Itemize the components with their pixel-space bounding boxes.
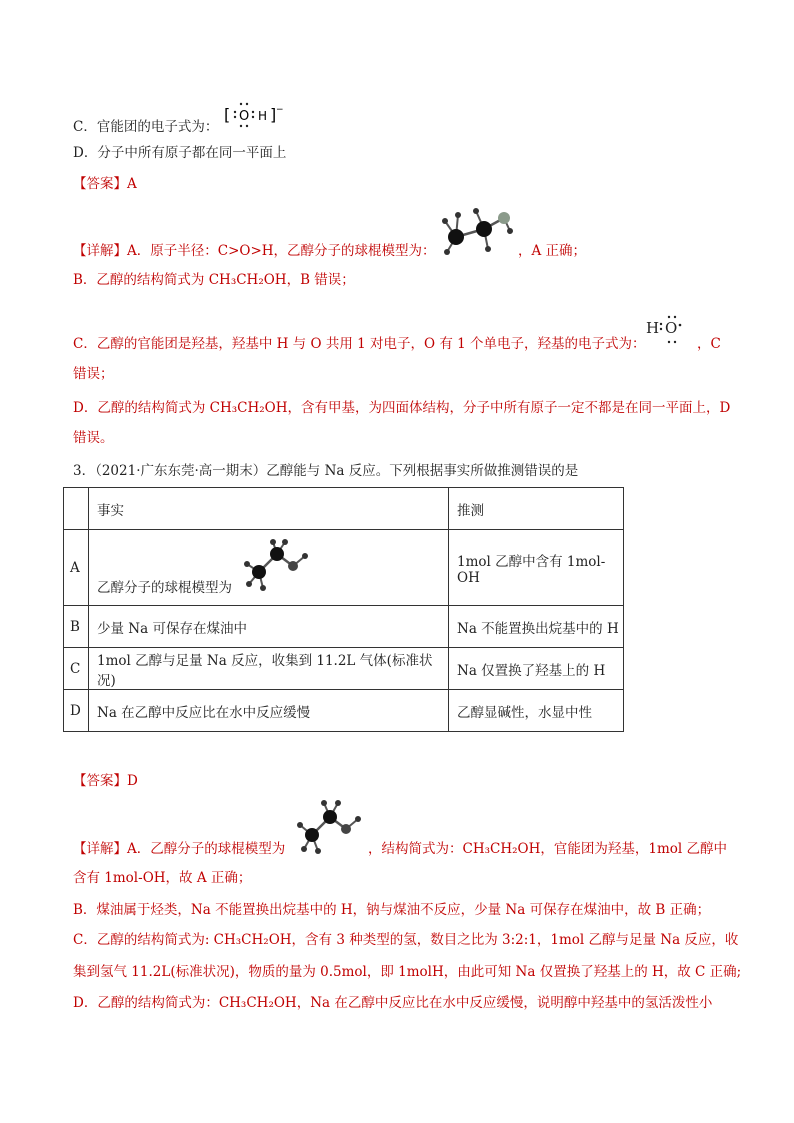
row-fact-cell — [89, 530, 449, 606]
answer-2 — [73, 771, 138, 791]
row-fact: 少量 Na 可保存在煤油中 — [89, 606, 449, 648]
detail1-a-suffix: ，A 正确； — [518, 243, 587, 259]
row-guess: 乙醇显碱性，水显中性 — [449, 690, 624, 732]
ethanol-ball-stick-model-1 — [440, 205, 516, 261]
ethanol-ball-stick-model-2 — [239, 534, 315, 594]
svg-text:]: ] — [270, 105, 277, 124]
detail1-c: C．乙醇的官能团是羟基，羟基中 H 与 O 共用 1 对电子，O 有 1 个单电子，羟基的电子式为： — [73, 336, 646, 352]
row-fact: 1mol 乙醇与足量 Na 反应，收集到 11.2L 气体(标准状况) — [89, 648, 449, 690]
detail2-c-cont: 集到氢气 11.2L(标准状况)，物质的量为 0.5mol，即 1molH，由此可知 Na 仅置换了羟基上的 H，故 C 正确; — [73, 964, 742, 980]
detail1-c-cont: 错误； — [73, 366, 114, 382]
header-index-cell — [64, 488, 89, 530]
table-row — [64, 690, 624, 732]
detail1-d-cont: 错误。 — [73, 430, 114, 446]
question-3: 3．（2021·广东东莞·高一期末）乙醇能与 Na 反应。下列根据事实所做推测错误的是 — [73, 463, 579, 479]
row-guess: Na 仅置换了羟基上的 H — [449, 648, 624, 690]
detail1-b: B．乙醇的结构简式为 CH₃CH₂OH，B 错误； — [73, 272, 355, 288]
hydroxyl-electron-formula — [644, 311, 694, 351]
detail-label: 【详解】 — [73, 243, 127, 259]
answer-1 — [73, 174, 137, 194]
option-c-text: C．官能团的电子式为： — [73, 119, 219, 135]
row-index: C — [64, 648, 89, 690]
table-row — [64, 606, 624, 648]
answer-value: D — [127, 773, 138, 789]
row-guess: Na 不能置换出烷基中的 H — [449, 606, 624, 648]
table-row — [64, 530, 624, 606]
detail2-a-suffix: ，结构简式为：CH₃CH₂OH，官能团为羟基，1mol 乙醇中 — [368, 841, 727, 857]
row-index: D — [64, 690, 89, 732]
svg-text:[: [ — [224, 105, 231, 124]
detail2-a-text: A．乙醇分子的球棍模型为 — [127, 841, 286, 857]
option-d: D．分子中所有原子都在同一平面上 — [73, 145, 287, 161]
answer-label: 【答案】 — [73, 176, 127, 192]
detail1-d: D．乙醇的结构简式为 CH₃CH₂OH，含有甲基，为四面体结构，分子中所有原子一定不都是在同一平面上，D — [73, 400, 731, 416]
detail1-a-text: A．原子半径：C>O>H，乙醇分子的球棍模型为： — [127, 243, 436, 259]
row-fact: Na 在乙醇中反应比在水中反应缓慢 — [89, 690, 449, 732]
answer-label: 【答案】 — [73, 773, 127, 789]
option-c — [73, 117, 218, 137]
table-row — [64, 648, 624, 690]
answer-value: A — [127, 176, 137, 192]
svg-text:−: − — [276, 105, 284, 115]
svg-text:O: O — [665, 319, 678, 337]
hydroxide-electron-formula — [222, 100, 300, 134]
detail1-c-suffix: ，C — [697, 336, 721, 352]
ethanol-ball-stick-model-3 — [294, 797, 364, 857]
svg-text:H: H — [258, 109, 268, 123]
svg-text:H: H — [646, 319, 660, 337]
header-guess: 推测 — [449, 488, 624, 530]
detail2-a — [73, 839, 285, 859]
row-index: A — [64, 530, 89, 606]
table-header-row — [64, 488, 624, 530]
detail2-d: D．乙醇的结构简式为：CH₃CH₂OH，Na 在乙醇中反应比在水中反应缓慢，说明醇中羟基中的氢活泼性小 — [73, 995, 713, 1011]
svg-text:O: O — [239, 109, 250, 124]
detail2-c: C．乙醇的结构简式为: CH₃CH₂OH，含有 3 种类型的氢，数目之比为 3:2:1，1mol 乙醇与足量 Na 反应，收 — [73, 932, 739, 948]
row-fact: 乙醇分子的球棍模型为 — [97, 579, 232, 596]
detail2-b: B．煤油属于烃类，Na 不能置换出烷基中的 H，钠与煤油不反应，少量 Na 可保存在煤油中，故 B 正确； — [73, 902, 711, 918]
row-guess: 1mol 乙醇中含有 1mol-OH — [449, 530, 624, 606]
detail-label: 【详解】 — [73, 841, 127, 857]
header-fact: 事实 — [89, 488, 449, 530]
row-index: B — [64, 606, 89, 648]
detail1-a — [73, 241, 436, 261]
facts-table — [63, 487, 624, 732]
detail2-a-cont: 含有 1mol-OH，故 A 正确； — [73, 870, 252, 886]
